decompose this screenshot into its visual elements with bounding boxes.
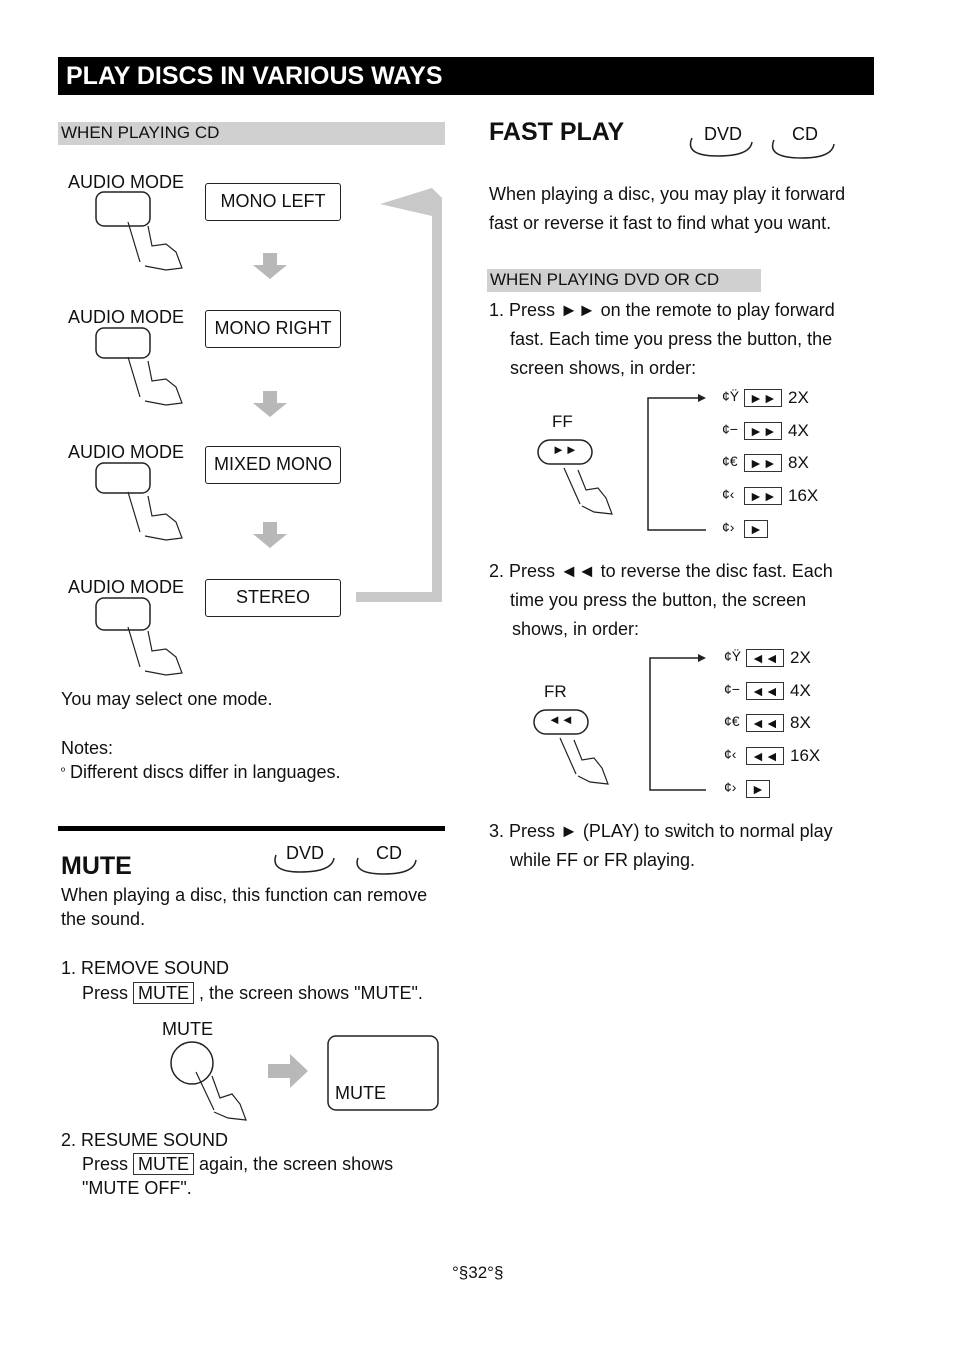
mute-button-icon: [171, 1042, 213, 1084]
play-step-line1: 3. Press ► (PLAY) to switch to normal play: [489, 821, 833, 841]
dvd-cd-section-header: WHEN PLAYING DVD OR CD: [487, 269, 761, 292]
mute-step2-rest2: "MUTE OFF".: [82, 1178, 192, 1198]
remote-button-icon: [96, 192, 150, 630]
fr-step-line3: shows, in order:: [512, 619, 640, 639]
ff-symbol-icon: ►►: [744, 454, 782, 472]
ff-speed: 16X: [788, 486, 819, 505]
mute-step1-text: [82, 983, 423, 1004]
loop-back-arrow: [356, 188, 442, 602]
fr-speed: 2X: [790, 648, 811, 667]
screen-mute-text: MUTE: [335, 1083, 386, 1103]
mode-box-mono-right: MONO RIGHT: [205, 310, 341, 348]
ff-prefix: ¢−: [722, 421, 738, 437]
down-arrow-icon: [253, 253, 287, 548]
mute-step1-title: 1. REMOVE SOUND: [61, 958, 230, 978]
ff-step-line3: screen shows, in order:: [510, 358, 697, 378]
hand-press-icon: [128, 222, 182, 675]
ff-symbol-icon: ►►: [744, 422, 782, 440]
mute-title: MUTE: [61, 852, 132, 880]
ff-speed: 8X: [788, 453, 809, 472]
fr-speed: 16X: [790, 746, 821, 765]
ff-seq-row: [722, 519, 763, 537]
ff-speed: 4X: [788, 421, 809, 440]
hand-press-icon: [196, 1072, 246, 1120]
notes-bullet: º: [61, 766, 66, 778]
mute-step2-press: Press: [82, 1154, 129, 1174]
fr-step-line1: 2. Press ◄◄ to reverse the disc fast. Each: [489, 561, 833, 581]
mute-key-label: MUTE: [133, 1153, 194, 1175]
ff-prefix: ¢€: [722, 453, 738, 469]
fr-prefix: ¢−: [724, 681, 740, 697]
ff-button-glyph: ►►: [552, 442, 578, 457]
ff-prefix: ¢›: [722, 519, 735, 535]
notes-item: [61, 762, 341, 783]
play-step-line2: while FF or FR playing.: [510, 850, 696, 870]
audio-mode-label: AUDIO MODE: [68, 577, 185, 597]
play-symbol-icon: ►: [744, 520, 768, 538]
fr-sequence-bracket: [650, 658, 706, 790]
mute-step1-rest: , the screen shows "MUTE".: [199, 983, 423, 1003]
page-banner: PLAY DISCS IN VARIOUS WAYS: [58, 57, 874, 95]
ff-seq-row: [722, 421, 809, 440]
disc-dvd-badge: DVD: [286, 843, 325, 863]
fr-prefix: ¢Ÿ: [724, 648, 742, 664]
fr-speed: 8X: [790, 713, 811, 732]
fr-label: FR: [544, 682, 567, 701]
fr-symbol-icon: ◄◄: [746, 649, 784, 667]
ff-prefix: ¢‹: [722, 486, 735, 502]
ff-seq-row: [722, 453, 809, 472]
fast-play-title: FAST PLAY: [489, 118, 625, 146]
hand-press-icon: [560, 738, 608, 784]
ff-symbol-icon: ►►: [744, 389, 782, 407]
fr-seq-row: [724, 746, 821, 765]
mode-box-mono-left: MONO LEFT: [205, 183, 341, 221]
disc-dvd-badge: DVD: [704, 124, 743, 144]
mode-box-mixed-mono: MIXED MONO: [205, 446, 341, 484]
mute-step2-rest: again, the screen shows: [199, 1154, 394, 1174]
mode-box-stereo: STEREO: [205, 579, 341, 617]
notes-text: Different discs differ in languages.: [70, 762, 341, 782]
fr-symbol-icon: ◄◄: [746, 682, 784, 700]
ff-sequence-bracket: [648, 398, 706, 530]
ff-prefix: ¢Ÿ: [722, 388, 740, 404]
ff-step-line2: fast. Each time you press the button, the: [510, 329, 833, 349]
fr-seq-row: [724, 779, 765, 797]
right-arrow-icon: [268, 1054, 308, 1088]
fr-symbol-icon: ◄◄: [746, 747, 784, 765]
mute-divider: [58, 826, 445, 831]
mute-button-label: MUTE: [162, 1019, 213, 1039]
mute-key-label: MUTE: [133, 982, 194, 1004]
fr-seq-row: [724, 648, 811, 667]
fr-speed: 4X: [790, 681, 811, 700]
ff-seq-row: [722, 486, 819, 505]
fr-symbol-icon: ◄◄: [746, 714, 784, 732]
hand-press-icon: [564, 468, 612, 514]
ff-speed: 2X: [788, 388, 809, 407]
ff-seq-row: [722, 388, 809, 407]
fr-seq-row: [724, 681, 811, 700]
mute-step2-text: [82, 1154, 393, 1175]
mute-intro-line2: the sound.: [61, 909, 146, 929]
ff-symbol-icon: ►►: [744, 487, 782, 505]
fr-button-glyph: ◄◄: [548, 712, 574, 727]
mute-step1-press: Press: [82, 983, 129, 1003]
notes-title: Notes:: [61, 738, 114, 758]
ff-step-line1: 1. Press ►► on the remote to play forward: [489, 300, 835, 320]
fast-play-intro-line1: When playing a disc, you may play it forward: [489, 184, 846, 204]
audio-mode-label: AUDIO MODE: [68, 442, 185, 462]
cd-section-header: WHEN PLAYING CD: [58, 122, 445, 145]
disc-cd-badge: CD: [376, 843, 402, 863]
fr-prefix: ¢€: [724, 713, 740, 729]
page-number: °§32°§: [452, 1263, 504, 1282]
select-note: You may select one mode.: [61, 689, 273, 709]
fr-prefix: ¢‹: [724, 746, 737, 762]
fr-step-line2: time you press the button, the screen: [510, 590, 807, 610]
disc-cd-badge: CD: [792, 124, 818, 144]
fr-prefix: ¢›: [724, 779, 737, 795]
fr-seq-row: [724, 713, 811, 732]
audio-mode-label: AUDIO MODE: [68, 307, 185, 327]
mute-intro-line1: When playing a disc, this function can remove: [61, 885, 428, 905]
fast-play-intro-line2: fast or reverse it fast to find what you want.: [489, 213, 832, 233]
ff-label: FF: [552, 412, 573, 431]
play-symbol-icon: ►: [746, 780, 770, 798]
mute-step2-title: 2. RESUME SOUND: [61, 1130, 229, 1150]
audio-mode-label: AUDIO MODE: [68, 172, 185, 192]
